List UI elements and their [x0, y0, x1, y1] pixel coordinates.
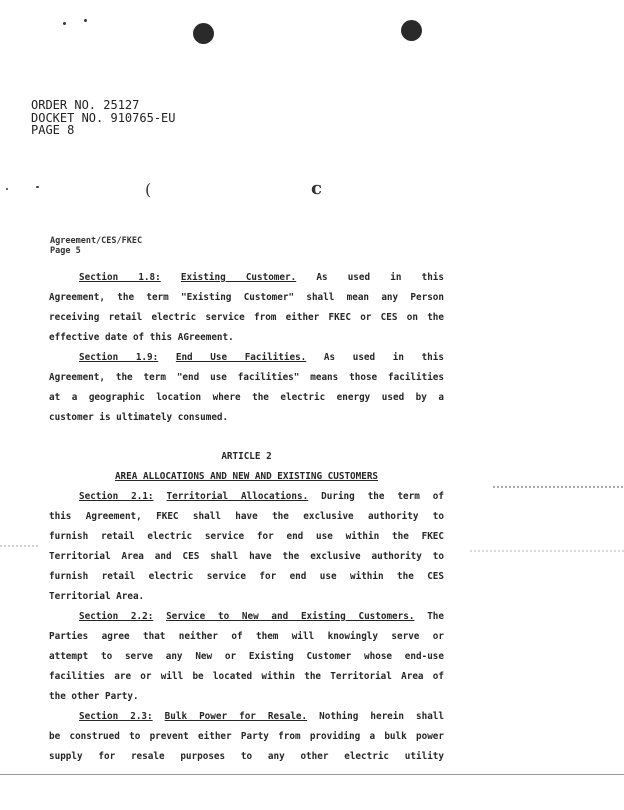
- section-lead: The: [427, 611, 444, 622]
- section-lead: Nothing herein shall: [319, 711, 444, 722]
- section-2-3-first-line: [49, 711, 444, 725]
- order-header: [31, 99, 176, 137]
- scan-mark-left: (: [145, 180, 152, 199]
- section-heading: Existing Customer.: [180, 272, 297, 283]
- section-lead: During the term of: [321, 491, 444, 502]
- article-number: ARTICLE 2: [221, 451, 272, 462]
- text-line: Agreement, the term "Existing Customer" shall mean any Person: [49, 292, 444, 303]
- order-number: ORDER NO. 25127: [31, 98, 140, 112]
- scan-speck: [36, 186, 39, 188]
- text-line: the other Party.: [49, 691, 139, 702]
- section-2-2-first-line: [49, 611, 444, 625]
- scan-noise-right-2: [470, 550, 624, 552]
- scan-mark-right: c: [311, 178, 322, 199]
- article-title: AREA ALLOCATIONS AND NEW AND EXISTING CUSTOMERS: [114, 471, 379, 482]
- text-line: Territorial Area.: [49, 591, 145, 602]
- text-line: at a geographic location where the electric energy used by a: [49, 392, 444, 403]
- section-lead: As used in this: [323, 352, 444, 363]
- section-label: Section 2.2:: [79, 611, 154, 622]
- text-line: supply for resale purposes to any other electric utility: [49, 751, 444, 762]
- agreement-page: Page 5: [50, 246, 81, 256]
- scan-noise-right: [493, 486, 624, 488]
- section-heading: Territorial Allocations.: [166, 491, 309, 502]
- section-lead: As used in this: [316, 272, 444, 283]
- section-label: Section 2.1:: [79, 491, 154, 502]
- agreement-title: Agreement/CES/FKEC: [50, 236, 143, 246]
- text-line: furnish retail electric service for end use within the FKEC: [49, 531, 444, 542]
- text-line: effective date of this AGreement.: [49, 332, 234, 343]
- scan-speck: [63, 22, 66, 25]
- text-line: Agreement, the term "end use facilities" means those facilities: [49, 372, 444, 383]
- scan-speck: [6, 188, 8, 190]
- text-line: this Agreement, FKEC shall have the exclusive authority to: [49, 511, 444, 522]
- text-line: receiving retail electric service from either FKEC or CES on the: [49, 312, 444, 323]
- section-1-8-first-line: [49, 272, 444, 286]
- section-heading: End Use Facilities.: [175, 352, 307, 363]
- section-label: Section 1.8:: [79, 272, 161, 283]
- text-line: Territorial Area and CES shall have the exclusive authority to: [49, 551, 444, 562]
- agreement-header: [50, 236, 142, 256]
- docket-number: DOCKET NO. 910765-EU: [31, 110, 176, 125]
- text-line: attempt to serve any New or Existing Customer whose end-use: [49, 651, 444, 662]
- text-line: furnish retail electric service for end use within the CES: [49, 571, 444, 582]
- page-number: PAGE 8: [31, 123, 75, 137]
- text-line: be construed to prevent either Party from providing a bulk power: [49, 731, 444, 742]
- section-label: Section 1.9:: [79, 352, 159, 363]
- section-2-1-first-line: [49, 491, 444, 505]
- punch-hole-left: [193, 23, 214, 44]
- page-bottom-edge: [0, 774, 624, 775]
- scan-noise-left: [0, 545, 40, 547]
- punch-hole-right: [401, 20, 422, 41]
- section-heading: Service to New and Existing Customers.: [166, 611, 415, 622]
- text-line: Parties agree that neither of them will knowingly serve or: [49, 631, 444, 642]
- text-line: customer is ultimately consumed.: [49, 412, 229, 423]
- section-label: Section 2.3:: [79, 711, 153, 722]
- text-line: facilities are or will be located within the Territorial Area of: [49, 671, 444, 682]
- section-heading: Bulk Power for Resale.: [164, 711, 308, 722]
- scan-speck: [84, 19, 87, 22]
- section-1-9-first-line: [49, 352, 444, 366]
